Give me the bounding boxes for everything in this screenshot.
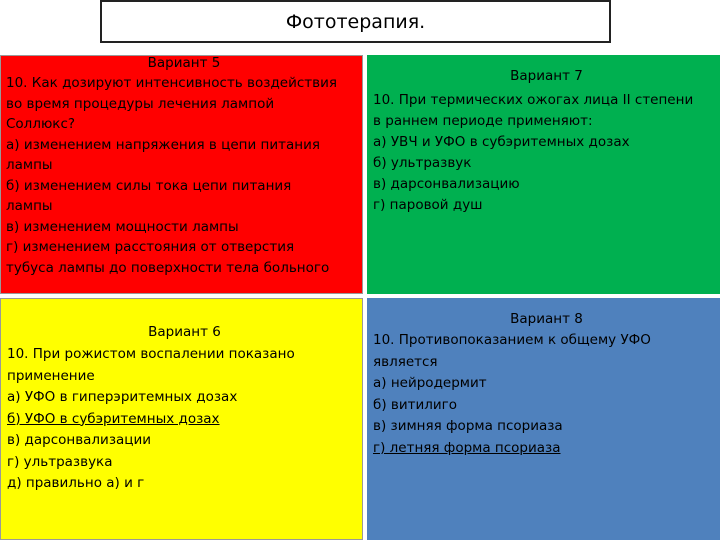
variant-6-heading: Вариант 6	[148, 324, 221, 340]
variant-8-question-line: 10. Противопоказанием к общему УФО	[373, 332, 651, 348]
variant-7-panel	[367, 55, 720, 294]
variant-6-option-e: д) правильно а) и г	[7, 475, 145, 491]
variant-6-option-a: а) УФО в гиперэритемных дозах	[7, 389, 238, 405]
variant-8-panel	[367, 298, 720, 540]
variant-5-option-d-cont: тубуса лампы до поверхности тела больного	[6, 259, 330, 276]
variant-5-option-d: г) изменением расстояния от отверстия	[6, 239, 295, 255]
variant-6-option-d: г) ультразвука	[7, 453, 113, 470]
title-box	[100, 0, 611, 43]
variant-7-option-d: г) паровой душ	[373, 197, 483, 213]
variant-6-option-b-correct: б) УФО в субэритемных дозах	[7, 410, 220, 427]
variant-8-question-line: является	[373, 353, 438, 370]
variant-6-question-line: применение	[7, 367, 95, 384]
variant-5-question-line: 10. Как дозируют интенсивность воздействия	[6, 75, 338, 91]
variant-8-option-b: б) витилиго	[373, 396, 458, 413]
variant-8-heading: Вариант 8	[510, 311, 583, 327]
variant-7-heading: Вариант 7	[510, 68, 583, 84]
variant-8-option-a: а) нейродермит	[373, 375, 487, 391]
variant-5-option-a-cont: лампы	[6, 157, 53, 173]
variant-6-option-c: в) дарсонвализации	[7, 432, 152, 448]
variant-6-question-line: 10. При рожистом воспалении показано	[7, 346, 295, 362]
variant-7-option-c: в) дарсонвализацию	[373, 176, 520, 192]
variant-6-panel	[0, 298, 363, 540]
variant-5-option-b: б) изменением силы тока цепи питания	[6, 177, 292, 194]
variant-7-option-a: а) УВЧ и УФО в субэритемных дозах	[373, 134, 630, 150]
variant-8-option-d-correct: г) летняя форма псориаза	[373, 439, 561, 456]
variant-5-question-line: Соллюкс?	[6, 116, 76, 132]
variant-7-question-line: 10. При термических ожогах лица II степени	[373, 92, 694, 108]
variant-8-option-c: в) зимняя форма псориаза	[373, 418, 563, 434]
variant-5-option-b-cont: лампы	[6, 198, 53, 214]
variant-7-option-b: б) ультразвук	[373, 155, 472, 171]
variant-7-question-line: в раннем периоде применяют:	[373, 113, 593, 129]
variant-5-heading: Вариант 5	[147, 55, 221, 71]
variant-5-option-c: в) изменением мощности лампы	[6, 218, 239, 235]
variant-5-panel	[0, 55, 363, 294]
page-title: Фототерапия.	[285, 10, 426, 33]
variant-5-option-a: а) изменением напряжения в цепи питания	[6, 136, 320, 153]
variant-5-question-line: во время процедуры лечения лампой	[6, 95, 275, 112]
